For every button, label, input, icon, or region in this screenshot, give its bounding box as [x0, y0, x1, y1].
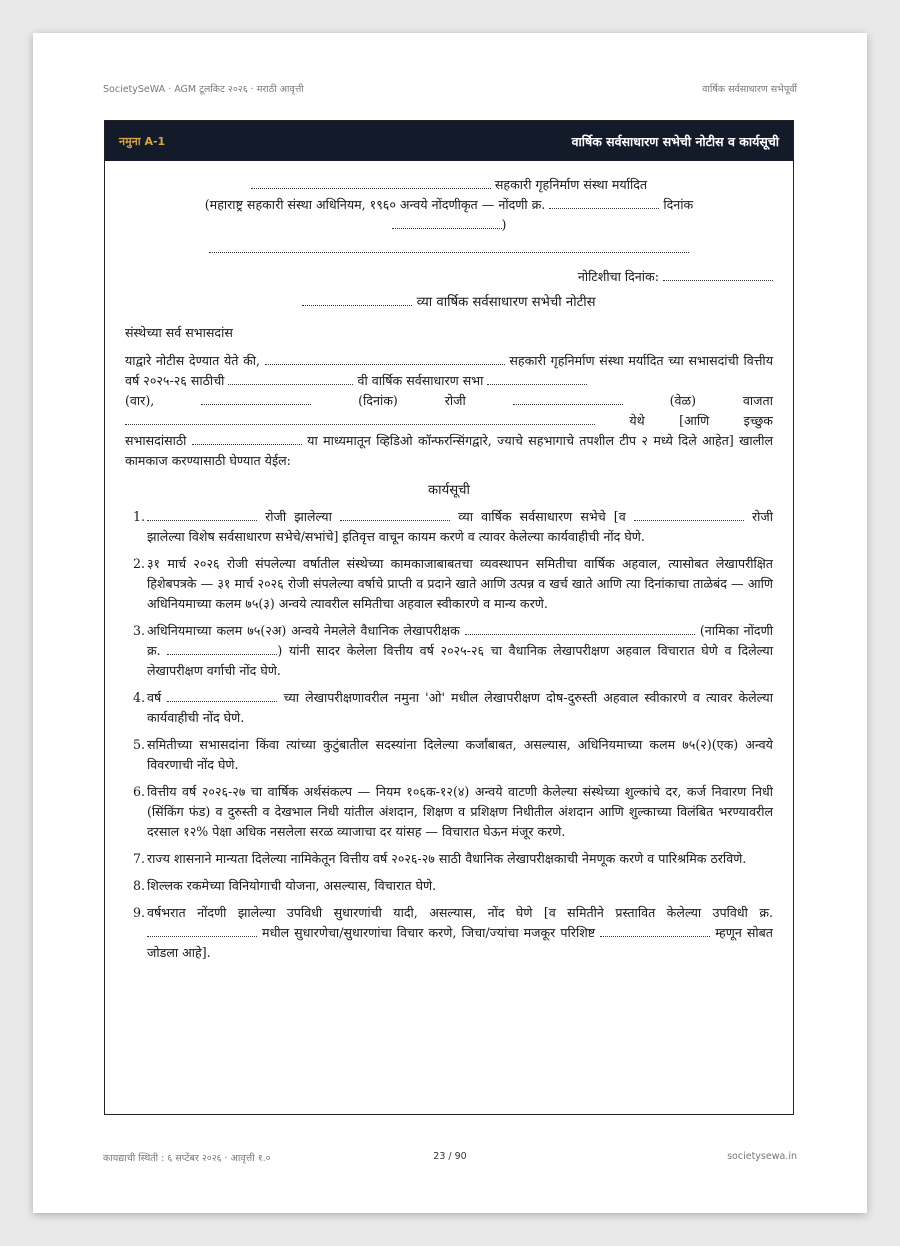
agenda-item-1: 1. रोजी झालेल्या व्या वार्षिक सर्वसाधारण सभेचे [व रोजी झालेल्या विशेष सर्वसाधारण सभेचे/सभांचे] इतिवृत्त वाचून कायम करणे व त्यावर केलेल्या कार्यवाहीची नोंद घेणे.	[133, 509, 773, 544]
auditor-name-blank[interactable]	[465, 622, 695, 635]
venue-row: येथे [आणि इच्छुक	[125, 411, 773, 431]
form-tag: नमुना A-1	[119, 134, 166, 148]
date-blank[interactable]	[513, 392, 623, 405]
meeting-number-blank[interactable]	[302, 293, 412, 306]
page-number: 23 / 90	[433, 1151, 467, 1162]
address-blank[interactable]	[209, 240, 689, 253]
special-meeting-date-blank[interactable]	[634, 508, 744, 521]
agenda-list	[125, 507, 773, 963]
audit-year-blank[interactable]	[167, 689, 277, 702]
notice-date-blank[interactable]	[663, 268, 773, 281]
day-date-time-row: (वार), (दिनांक) रोजी (वेळ) वाजता	[125, 393, 773, 408]
notice-body: याद्वारे नोटीस देण्यात येते की, सहकारी गृहनिर्माण संस्था मर्यादित च्या सभासदांची वित्तीय वर्ष २०२५-२६ साठीची वी वार्षिक सर्वसाधारण सभा (वार), (दिनांक) रोजी (वेळ) वाजता येथे [आणि इच्छुक सभासदांसाठी या माध्यमातून व्हिडिओ कॉन्फरन्सिंगद्वारे, ज्याचे सहभागाचे तपशील टीप २ मध्ये दिले आहेत] खालील कामकाज करण्यासाठी घेण्यात येईल:	[125, 353, 773, 468]
agenda-item-6: 6. वित्तीय वर्ष २०२६-२७ चा वार्षिक अर्थसंकल्प — नियम १०६क-१२(४) अन्वये वाटणी केलेल्या संस्थेच्या शुल्कांचे दर, कर्ज निवारण निधी (सिंकिंग फंड) व दुरुस्ती व देखभाल निधी यांतील अंशदान, शिक्षण व प्रशिक्षण निधीतील अंशदान आणि शुल्काच्या विलंबित भरण्यावरील दरसाल १२% पेक्षा अधिक नसलेला सरळ व्याजाचा दर यांसह — विचारात घेऊन मंजूर करणे.	[133, 784, 773, 839]
form-frame	[104, 120, 794, 1115]
agenda-item-7: 7. राज्य शासनाने मान्यता दिलेल्या नामिकेतून वित्तीय वर्ष २०२६-२७ साठी वैधानिक लेखापरीक्षकाची नेमणूक करणे व पारिश्रमिक ठरविणे.	[133, 851, 747, 866]
agenda-item-5: 5. समितीच्या सभासदांना किंवा त्यांच्या कुटुंबातील सदस्यांना दिलेल्या कर्जांबाबत, असल्यास, अधिनियमाच्या कलम ७५(२)(एक) अन्वये विवरणाची नोंद घेणे.	[133, 737, 773, 772]
registration-no-blank[interactable]	[549, 196, 659, 209]
running-header-right: वार्षिक सर्वसाधारण सभेपूर्वी	[702, 84, 797, 95]
day-blank[interactable]	[201, 392, 311, 405]
registration-date-line: )	[125, 215, 773, 235]
vc-platform-blank[interactable]	[192, 432, 302, 445]
agenda-title: कार्यसूची	[428, 483, 470, 498]
registration-line: (महाराष्ट्र सहकारी संस्था अधिनियम, १९६० अन्वये नोंदणीकृत — नोंदणी क्र. दिनांक	[204, 197, 694, 212]
previous-meeting-no-blank[interactable]	[340, 508, 450, 521]
agenda-item-9: 9. वर्षभरात नोंदणी झालेल्या उपविधी सुधारणांची यादी, असल्यास, नोंद घेणे [व समितीने प्रस्तावित केलेल्या उपविधी क्र. मधील सुधारणेचा/सुधारणांचा विचार करणे, जिचा/ज्यांचा मजकूर परिशिष्ट म्हणून सोबत जोडला आहे].	[133, 905, 773, 960]
bye-law-no-blank[interactable]	[147, 924, 257, 937]
agenda-item-8: 8. शिल्लक रकमेच्या विनियोगाची योजना, असल्यास, विचारात घेणे.	[133, 878, 437, 893]
form-content	[105, 161, 793, 963]
salutation: संस्थेच्या सर्व सभासदांस	[125, 325, 233, 340]
agenda-item-2: 2. ३१ मार्च २०२६ रोजी संपलेल्या वर्षातील संस्थेच्या कामकाजाबाबतचा व्यवस्थापन समितीचा वार्षिक अहवाल, त्यासोबत लेखापरीक्षित हिशेबपत्रके — ३१ मार्च २०२६ रोजी संपलेल्या वर्षाचे प्राप्ती व प्रदाने खाते आणि उत्पन्न व खर्च खाते आणि त्या दिनांकाचा ताळेबंद — आणि अधिनियमाच्या कलम ७५(३) अन्वये त्यावरील समितीचा अहवाल स्वीकारणे व मान्य करणे.	[133, 556, 773, 611]
society-name-line: सहकारी गृहनिर्माण संस्था मर्यादित	[125, 175, 773, 195]
society-name-blank[interactable]	[251, 176, 491, 189]
venue-blank[interactable]	[125, 412, 595, 425]
previous-meeting-date-blank[interactable]	[147, 508, 257, 521]
running-header-left: SocietySeWA · AGM टूलकिट २०२६ · मराठी आवृत्ती	[103, 84, 304, 95]
notice-heading: व्या वार्षिक सर्वसाधारण सभेची नोटीस	[125, 293, 773, 313]
form-title: वार्षिक सर्वसाधारण सभेची नोटीस व कार्यसूची	[571, 133, 779, 149]
body-blank-a[interactable]	[487, 372, 587, 385]
notice-date-line: नोटिशीचा दिनांक:	[125, 267, 773, 287]
form-title-bar	[105, 121, 793, 161]
annexure-blank[interactable]	[600, 924, 710, 937]
registration-date-blank[interactable]	[392, 216, 502, 229]
panel-no-blank[interactable]	[167, 642, 277, 655]
body-meeting-no-blank[interactable]	[228, 372, 353, 385]
agenda-item-3: 3. अधिनियमाच्या कलम ७५(२अ) अन्वये नेमलेले वैधानिक लेखापरीक्षक (नामिका नोंदणी क्र. ) यांनी सादर केलेला वित्तीय वर्ष २०२५-२६ चा वैधानिक लेखापरीक्षण अहवाल विचारात घेणे व दिलेल्या लेखापरीक्षण वर्गाची नोंद घेणे.	[133, 623, 773, 678]
agenda-item-4: 4. वर्ष च्या लेखापरीक्षणावरील नमुना 'ओ' मधील लेखापरीक्षण दोष-दुरुस्ती अहवाल स्वीकारणे व त्यावर केलेल्या कार्यवाहीची नोंद घेणे.	[133, 690, 773, 725]
footer-website: societysewa.in	[727, 1151, 797, 1162]
footer-left: कायद्याची स्थिती : ६ सप्टेंबर २०२६ · आवृत्ती १.०	[103, 1153, 271, 1164]
address-line	[125, 239, 773, 259]
page-sheet	[33, 33, 867, 1213]
body-society-blank[interactable]	[265, 352, 505, 365]
